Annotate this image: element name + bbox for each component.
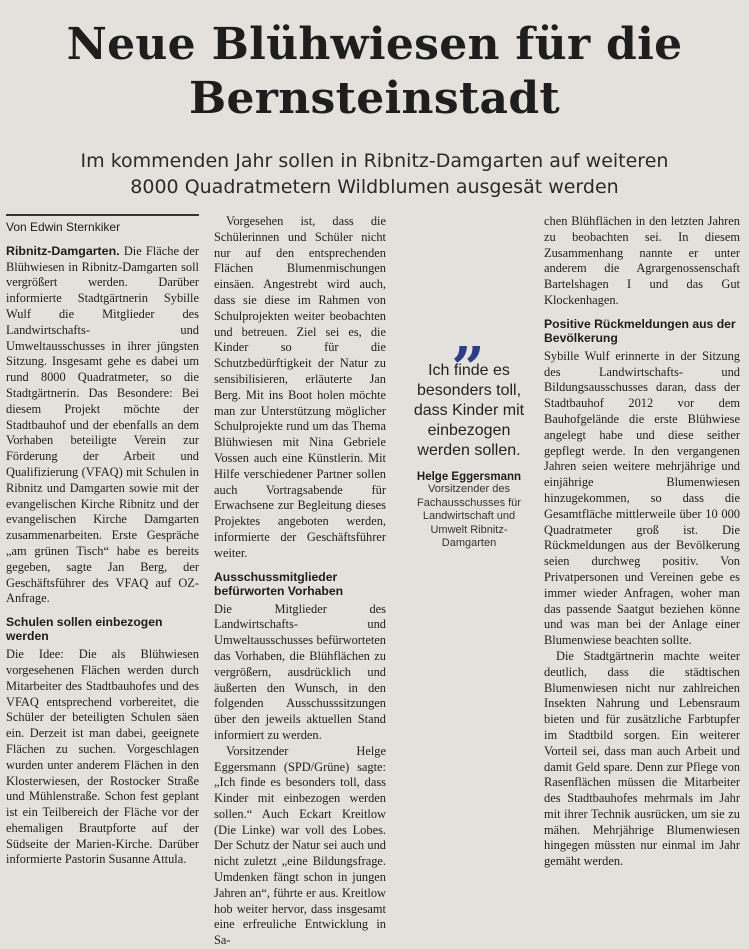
paragraph: Sybille Wulf erinnerte in der Sitzung des Landwirtschafts- und Bildungsausschusses daran, dass der Stadtbauhof 2012 vor dem Bauhofgelände die erste Blühwiese angelegt habe und diese seither gepflegt werde. In den vergangenen Jahren seien weitere mehrjährige und einjährige Blumenwiesen hinzugekommen, so dass die Gesamtfläche mittlerweile über 10 000 Quadratmeter groß ist. Die Rückmeldungen aus der Bevölkerung seien durchweg positiv. Von Privatpersonen und Vereinen gebe es immer wieder Anfragen, woher man das passende Saatgut beziehen könne und was man bei der Anlage einer Blumenwiese beachten sollte. — [544, 348, 740, 648]
article-column-3 — [544, 214, 740, 870]
section-heading: Schulen sollen einbezogen werden — [6, 615, 163, 644]
article-column-2 — [214, 214, 386, 949]
article-column-1 — [6, 214, 199, 868]
section-heading: Positive Rückmeldungen aus der Bevölkerung — [544, 316, 736, 345]
quote-mark-icon: „ — [452, 301, 486, 369]
paragraph: Die Mitglieder des Landwirtschafts- und Umweltausschusses befürworteten das Vorhaben, die Blühflächen zu vergrößern, ausdrücklich und äußerten den Wunsch, in den folgenden Ausschusssitzungen über den jeweils aktuellen Stand informiert zu werden. — [214, 601, 386, 742]
paragraph: Die Stadtgärtnerin machte weiter deutlich, dass die städtischen Blumenwiesen nicht nur zahlreichen Insekten Nahrung und Lebensraum bieten und für zusätzliche Farbtupfer im Stadtbild sorgen. Ein weiterer Vorteil sei, dass man auch Arbeit und damit Geld spare. Denn zur Pflege von Rasenflächen müssen die Mitarbeiter des Stadtbauhofes mehrmals im Jahr mit ihrer Technik ausrücken, um sie zu mähen. Mehrjährige Blumenwiesen hingegen müssten nur einmal im Jahr gemäht werden. — [544, 648, 740, 869]
paragraph-text: Die Fläche der Blühwiesen in Ribnitz-Damgarten soll vergrößert werden. Darüber informierte Stadtgärtnerin Sybille Wulf die Mitglieder des Landwirtschafts- und Umweltausschusses in ihrer jüngsten Sitzung. Insgesamt gehe es dabei um rund 8000 Quadratmeter, so die Stadtgärtnerin. Das Besondere: Bei diesem Projekt möchte der Stadtbauhof und der ebenfalls an dem Vorhaben beteiligte Verein zur Förderung der Arbeit und Qualifizierung (VFAQ) mit Schulen in Ribnitz und Damgarten sowie mit der evangelischen Kirche Ribnitz und der evangelischen Kirche Damgarten zusammenarbeiten. Erste Gespräche „am grünen Tisch“ habe es bereits gegeben, sagte Jan Berg, der Geschäftsführer des VFAQ auf OZ-Anfrage. — [6, 243, 199, 606]
headline-line-1: Neue Blühwiesen für die — [66, 19, 683, 70]
subhead-line-1: Im kommenden Jahr sollen in Ribnitz-Damgarten auf weiteren — [80, 150, 669, 172]
dateline: Ribnitz-Damgarten. — [6, 243, 120, 258]
paragraph: Vorsitzender Helge Eggersmann (SPD/Grüne) sagte: „Ich finde es besonders toll, dass Kinder mit einbezogen werden sollen.“ Auch Eckart Kreitlow (Die Linke) war voll des Lobes. Der Schutz der Natur sei auch und nicht zuletzt „eine Bildungsfrage. Umdenken fängt schon in jungen Jahren an“, führte er aus. Kreitlow hob weiter hervor, dass insgesamt eine erfreuliche Entwicklung in Sa- — [214, 743, 386, 948]
byline: Von Edwin Sternkiker — [6, 214, 199, 236]
quote-author: Helge Eggersmann — [416, 471, 522, 483]
section-heading: Ausschussmitglieder befürworten Vorhaben — [214, 569, 344, 598]
headline — [0, 18, 749, 126]
subhead-line-2: 8000 Quadratmetern Wildblumen ausgesät werden — [130, 176, 619, 198]
quote-author-role: Vorsitzender des Fachausschusses für Landwirtschaft und Umwelt Ribnitz-Damgarten — [417, 483, 521, 549]
paragraph — [6, 244, 199, 607]
paragraph: chen Blühflächen in den letzten Jahren zu beobachten sei. In diesem Zusammenhang nannte er unter anderem die Agrargenossenschaft Bartelshagen I und das Gut Klockenhagen. — [544, 214, 740, 307]
pull-quote — [404, 301, 534, 551]
paragraph: Die Idee: Die als Blühwiesen vorgesehenen Flächen werden durch Mitarbeiter des Stadtbauhofes und des VFAQ entsprechend vorbereitet, die Schüler der beteiligten Schulen säen ein. Derzeit ist man dabei, geeignete Flächen zu suchen. Vorgeschlagen wurden unter anderem Flächen in den Klosterwiesen, der Rostocker Straße und Mühlenstraße. Schon fest geplant ist ein Teilbereich der Fläche vor der ehemaligen Brautpforte auf der Südseite der Marien-Kirche. Darüber informierte Pastorin Susanne Attula. — [6, 647, 199, 867]
headline-line-2: Bernsteinstadt — [188, 73, 561, 124]
subheadline — [0, 148, 749, 200]
paragraph: Vorgesehen ist, dass die Schülerinnen und Schüler nicht nur auf den entsprechenden Flächen Blumenmischungen einsäen. Angestrebt wird auch, dass sie diese im Rahmen von Schulprojekten weiter beobachten und betreuen. Ziel sei es, die Kinder so für die Schutzbedürftigkeit der Natur zu sensibilisieren, erläuterte Jan Berg. Mit ins Boot holen möchte man zur Unterstützung möglicher Schulprojekte rund um das Thema Blühwiesen mit Nina Gebriele Vossen auch eine Künstlerin. Mit Hilfe verschiedener Partner sollen auch Vortragsabende für Erwachsene zur Begleitung dieses Projektes angeboten werden, informierte der Geschäftsführer weiter. — [214, 214, 386, 560]
quote-text: Ich finde es besonders toll, dass Kinder mit einbezogen werden sollen. — [413, 362, 525, 459]
